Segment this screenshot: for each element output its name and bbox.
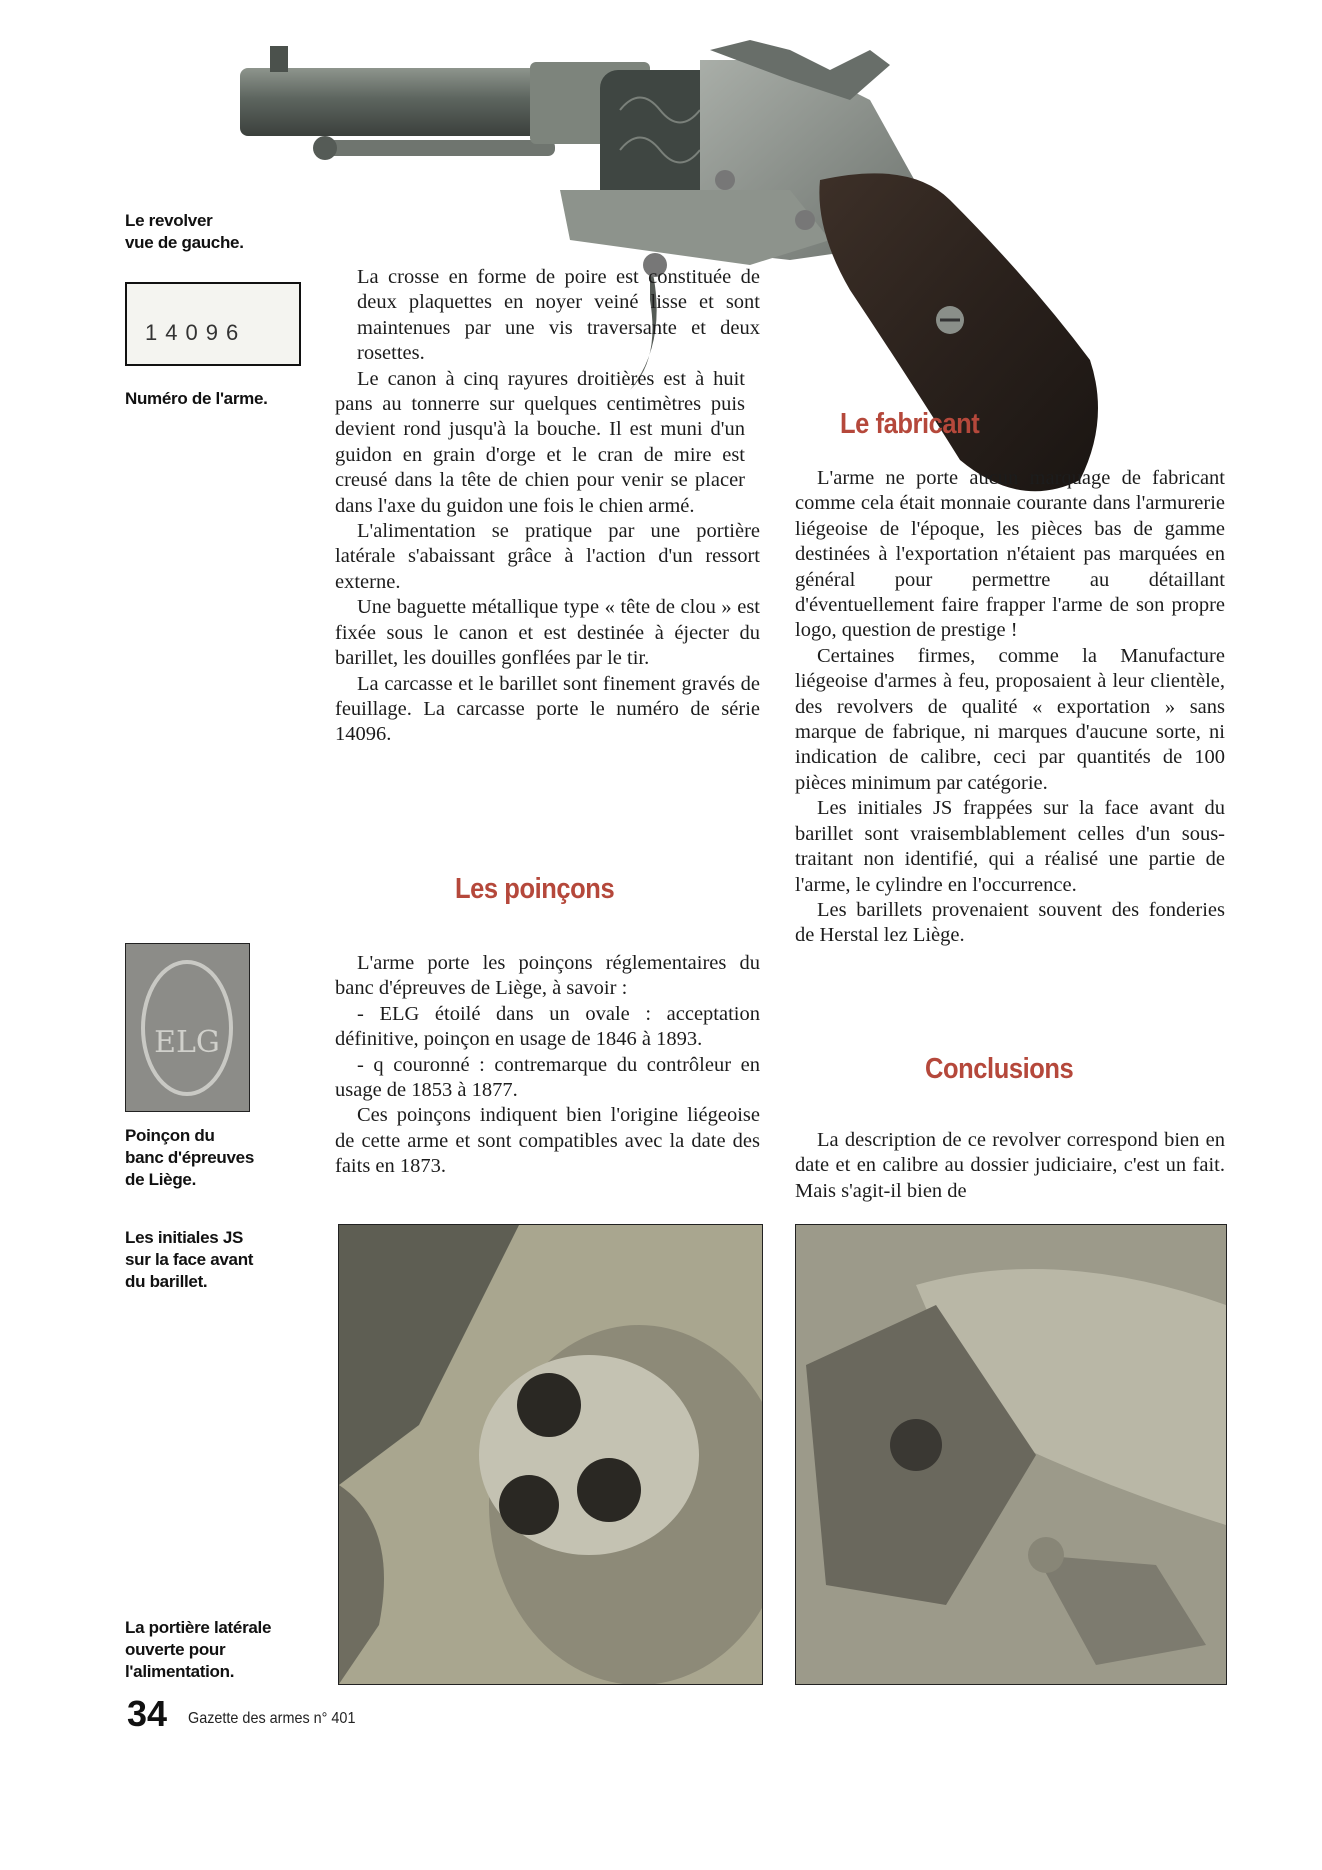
column-1-upper [335, 265, 760, 748]
paragraph-poincons: L'arme porte les poinçons réglementaires du banc d'épreuves de Liège, à savoir : [335, 952, 760, 1000]
publication-title: Gazette des armes n° 401 [188, 1710, 356, 1727]
cylinder-initials-photo [795, 1224, 1227, 1685]
paragraph-baguette: Une baguette métallique type « tête de clou » est fixée sous le canon et est destinée à éjecter du barillet, les douilles gonflées par le tir. [335, 596, 760, 670]
caption-revolver [125, 210, 244, 254]
caption-revolver-line2: vue de gauche. [125, 233, 244, 252]
caption-poincon-line3: de Liège. [125, 1170, 196, 1189]
paragraph-fabricant: L'arme ne porte aucun marquage de fabricant comme cela était monnaie courante dans l'armurerie liégeoise de l'époque, les pièces bas de gamme destinées à l'exportation n'étaient pas marquées en général pour permettre au détaillant d'éventuellement faire frapper l'arme de son propre logo, question de prestige ! [795, 467, 1225, 642]
paragraph-initiales: Les initiales JS frappées sur la face avant du barillet sont vraisemblablement celles d'un sous-traitant non identifié, qui a réalisé une partie de l'arme, le cylindre en l'occurrence. [795, 797, 1225, 896]
paragraph-carcasse: La carcasse et le barillet sont finement gravés de feuillage. La carcasse porte le numéro de série 14096. [335, 672, 760, 746]
paragraph-crosse: La crosse en forme de poire est constituée de deux plaquettes en noyer veiné lisse et sont maintenues par une vis traversante et deux rosettes. [357, 266, 760, 365]
cylinder-loading-gate-photo [338, 1224, 763, 1685]
caption-portiere-line3: l'alimentation. [125, 1662, 235, 1681]
paragraph-q-couronne: - q couronné : contremarque du contrôleur en usage de 1853 à 1877. [335, 1053, 760, 1102]
serial-number: 14096 [145, 320, 247, 345]
caption-portiere [125, 1617, 271, 1683]
caption-poincon [125, 1125, 254, 1191]
paragraph-firmes: Certaines firmes, comme la Manufacture liégeoise d'armes à feu, proposaient à leur clientèle, des revolvers de qualité « exportation » sans marque de fabrique, ni marques d'aucune sorte, ni indication de calibre, ceci par quantités de 100 pièces minimum par catégorie. [795, 644, 1225, 794]
column-1-lower [335, 951, 760, 1180]
paragraph-alimentation: L'alimentation se pratique par une portière latérale s'abaissant grâce à l'action d'un ressort externe. [335, 520, 760, 593]
caption-initiales [125, 1227, 253, 1293]
caption-initiales-line3: du barillet. [125, 1272, 208, 1291]
paragraph-canon: Le canon à cinq rayures droitières est à huit pans au tonnerre sur quelques centimètres puis devient rond jusqu'à la bouche. Il est muni d'un guidon en grain d'orge et le cran de mire est creusé dans la tête de chien pour venir se placer dans l'axe du guidon une fois le chien armé. [335, 367, 745, 517]
caption-portiere-line2: ouverte pour [125, 1640, 226, 1659]
heading-poincons: Les poinçons [455, 873, 615, 905]
column-2-upper [795, 466, 1225, 949]
paragraph-origine: Ces poinçons indiquent bien l'origine liégeoise de cette arme et sont compatibles avec la date des faits en 1873. [335, 1104, 760, 1178]
paragraph-elg: - ELG étoilé dans un ovale : acceptation définitive, poinçon en usage de 1846 à 1893. [335, 1002, 760, 1051]
caption-initiales-line1: Les initiales JS [125, 1228, 244, 1247]
serial-number-photo [125, 282, 301, 366]
heading-fabricant: Le fabricant [840, 408, 980, 440]
stamp-letters: ELG [154, 1025, 220, 1060]
column-2-lower [795, 1128, 1225, 1204]
heading-conclusions: Conclusions [925, 1053, 1074, 1085]
caption-initiales-line2: sur la face avant [125, 1250, 254, 1269]
caption-revolver-line1: Le revolver [125, 211, 213, 230]
caption-serial: Numéro de l'arme. [125, 389, 268, 408]
caption-portiere-line1: La portière latérale [125, 1618, 272, 1637]
caption-poincon-line2: banc d'épreuves [125, 1148, 254, 1167]
page-number: 34 [127, 1693, 168, 1734]
caption-poincon-line1: Poinçon du [125, 1126, 215, 1145]
paragraph-barillets: Les barillets provenaient souvent des fonderies de Herstal lez Liège. [795, 898, 1225, 947]
stamp-photo [125, 943, 250, 1112]
paragraph-conclusion: La description de ce revolver correspond bien en date et en calibre au dossier judiciaire, c'est un fait. Mais s'agit-il bien de [795, 1129, 1225, 1202]
